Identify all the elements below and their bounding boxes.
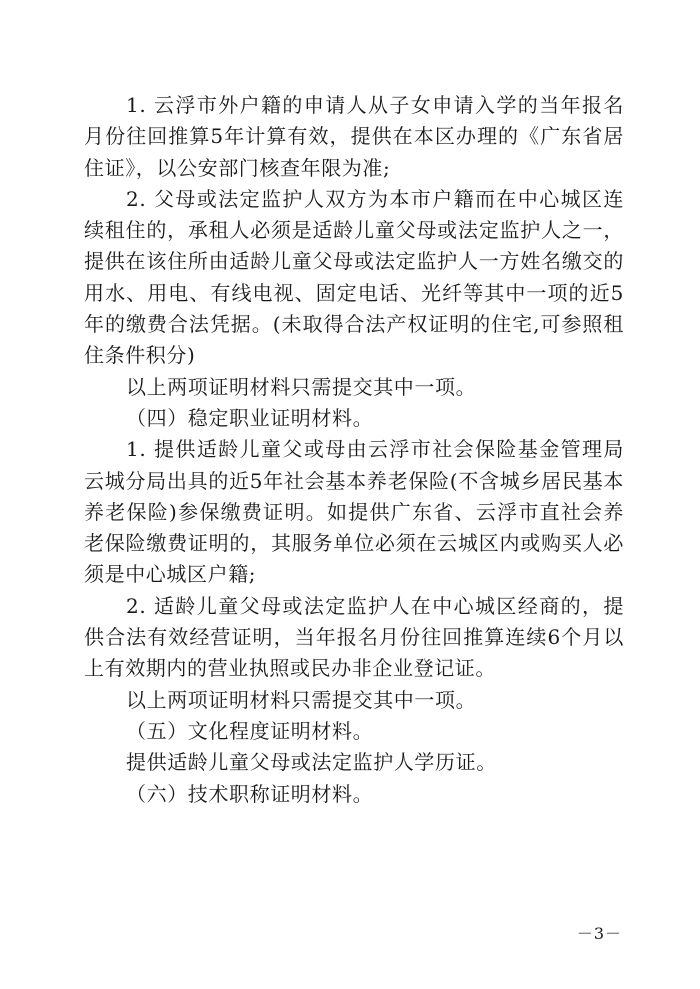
paragraph-choose-one-1: 以上两项证明材料只需提交其中一项。 (126, 374, 477, 399)
section-heading-education: （五）文化程度证明材料。 (126, 718, 374, 743)
paragraph-business-license: 2. 适龄儿童父母或法定监护人在中心城区经商的，提供合法有效经营证明，当年报名月份往回推算连续6个月以上有效期内的营业执照或民办非企业登记证。 (84, 593, 624, 681)
paragraph-education-certificate: 提供适龄儿童父母或法定监护人学历证。 (126, 750, 497, 775)
section-heading-stable-employment: （四）稳定职业证明材料。 (126, 405, 374, 430)
page-number: －3－ (576, 924, 622, 943)
paragraph-rental-proof: 2. 父母或法定监护人双方为本市户籍而在中心城区连续租住的，承租人必须是适龄儿童父母或法定监护人之一，提供在该住所由适龄儿童父母或法定监护人一方姓名缴交的用水、用电、有线电视、固定电话、光纤等其中一项的近5年的缴费合法凭据。(未取得合法产权证明的住宅,可参照租住条件积分) (84, 186, 624, 368)
section-heading-technical-title: （六）技术职称证明材料。 (126, 781, 374, 806)
paragraph-residence-permit: 1. 云浮市外户籍的申请人从子女申请入学的当年报名月份往回推算5年计算有效，提供在本区办理的《广东省居住证》，以公安部门核查年限为准; (84, 93, 624, 180)
paragraph-social-insurance: 1. 提供适龄儿童父或母由云浮市社会保险基金管理局云城分局出具的近5年社会基本养老保险(不含城乡居民基本养老保险)参保缴费证明。如提供广东省、云浮市直社会养老保险缴费证明的，其服务单位必须在云城区内或购买人必须是中心城区户籍; (84, 437, 624, 587)
document-body (84, 90, 624, 810)
paragraph-choose-one-2: 以上两项证明材料只需提交其中一项。 (126, 687, 477, 712)
